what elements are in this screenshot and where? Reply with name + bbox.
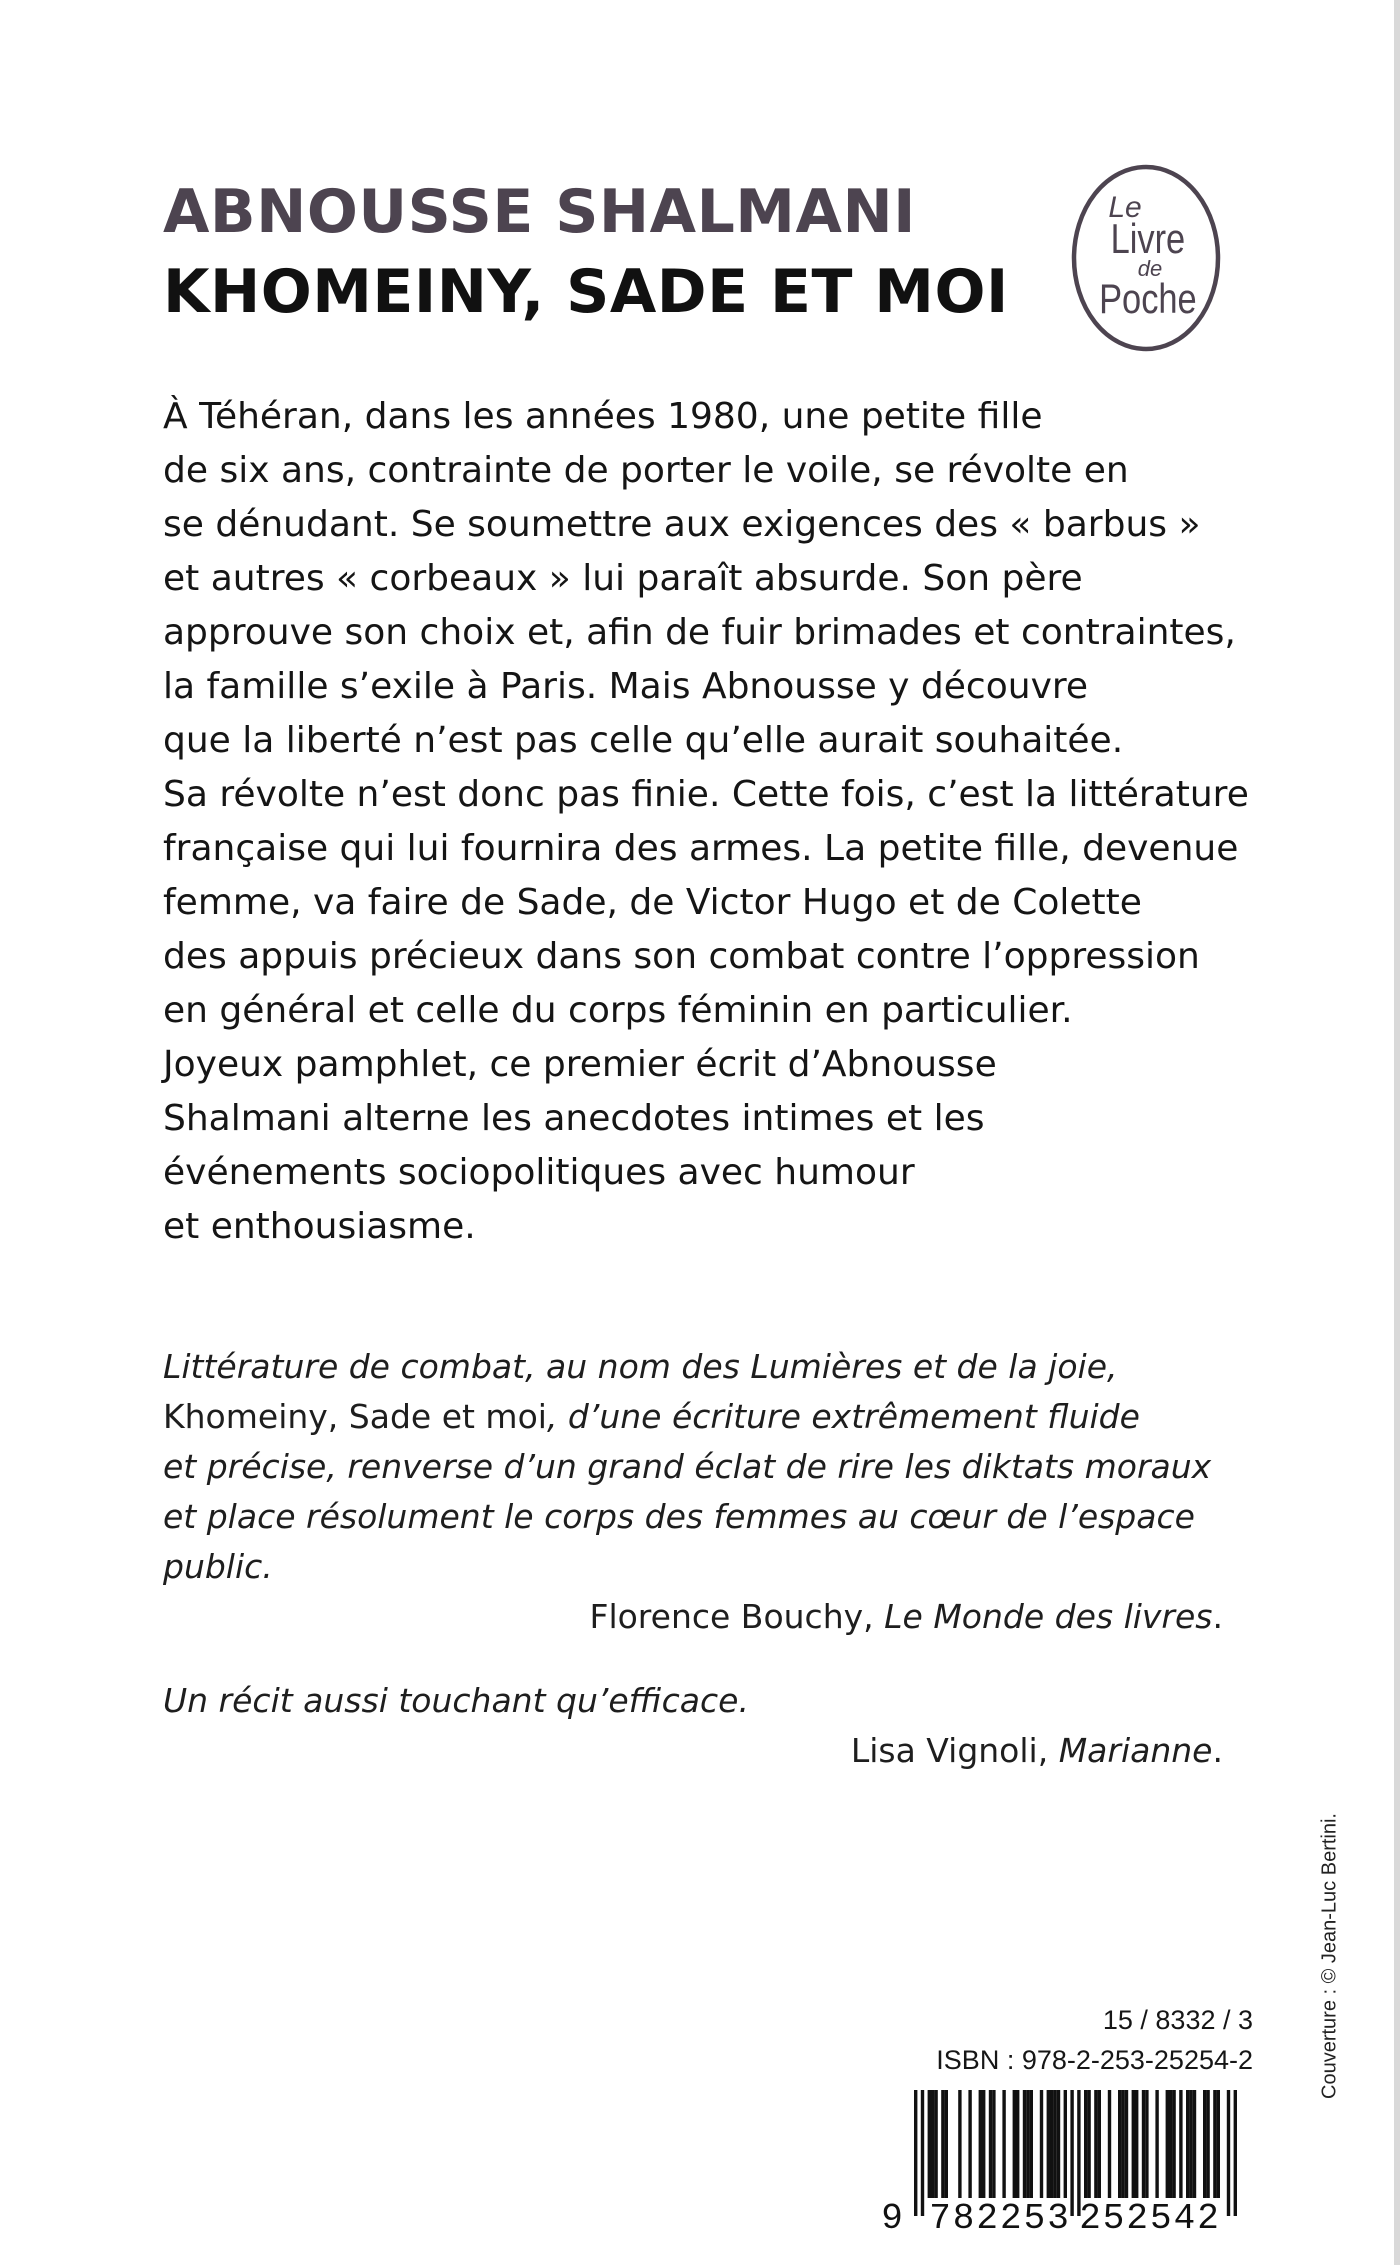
barcode-bar (1217, 2090, 1220, 2198)
barcode-bar (1118, 2090, 1121, 2198)
review-quote-line: et précise, renverse d’un grand éclat de rire les diktats moraux (163, 1447, 1212, 1486)
barcode-bar (992, 2090, 995, 2198)
barcode-bar (1064, 2090, 1067, 2198)
barcode-bar (1155, 2090, 1158, 2198)
summary-line: se dénudant. Se soumettre aux exigences des « barbus » (163, 504, 1201, 545)
summary-line: À Téhéran, dans les années 1980, une petite fille (163, 396, 1043, 437)
barcode-bar (1030, 2090, 1033, 2198)
barcode-bar (979, 2090, 982, 2198)
barcode-bar (1206, 2090, 1209, 2198)
review-source-period: . (1212, 1731, 1223, 1770)
summary-line: des appuis précieux dans son combat contre l’oppression (163, 936, 1200, 977)
barcode-bar (1193, 2090, 1196, 2198)
summary-line: que la liberté n’est pas celle qu’elle aurait souhaitée. (163, 720, 1124, 761)
barcode-bar (914, 2090, 917, 2216)
barcode-bar (1094, 2090, 1097, 2198)
summary-line: la famille s’exile à Paris. Mais Abnousse y découvre (163, 666, 1089, 707)
barcode-bar (1108, 2090, 1111, 2198)
logo-text-le: Le (1108, 191, 1142, 224)
barcode-right-digits: 252542 (1079, 2198, 1221, 2239)
review-attribution (163, 1726, 1223, 1776)
review-source: Marianne (1058, 1731, 1213, 1770)
review-attribution (163, 1592, 1223, 1642)
review-book-title: Khomeiny, Sade et moi (163, 1397, 547, 1436)
barcode-bar (1145, 2090, 1148, 2198)
author-name: ABNOUSSE SHALMANI (163, 177, 916, 247)
barcode-bar (1050, 2090, 1053, 2198)
isbn-barcode (881, 2086, 1254, 2239)
review-quote-line: Un récit aussi touchant qu’efficace. (163, 1681, 749, 1720)
barcode-bar (1234, 2090, 1237, 2216)
barcode-bar (1040, 2090, 1043, 2198)
summary-line: et enthousiasme. (163, 1206, 476, 1247)
book-summary (163, 390, 1249, 1254)
barcode-bar (1087, 2090, 1090, 2198)
review-quote-line: public. (163, 1547, 273, 1586)
summary-line: et autres « corbeaux » lui paraît absurde. Son père (163, 558, 1083, 599)
summary-line: événements sociopolitiques avec humour (163, 1152, 915, 1193)
barcode-bar (1142, 2090, 1145, 2198)
barcode-left-digits: 782253 (929, 2198, 1071, 2239)
barcode-bar (968, 2090, 971, 2198)
barcode-bar (1203, 2090, 1206, 2198)
barcode-bar (958, 2090, 961, 2198)
barcode-bar (1189, 2090, 1192, 2198)
barcode-bar (1179, 2090, 1182, 2198)
barcode-bar (1084, 2090, 1087, 2198)
catalog-code: 15 / 8332 / 3 (1102, 2005, 1253, 2035)
barcode-bar (1121, 2090, 1124, 2198)
barcode-bar (1227, 2090, 1230, 2216)
barcode-bar (1026, 2090, 1029, 2198)
summary-line: Joyeux pamphlet, ce premier écrit d’Abnousse (163, 1044, 997, 1085)
cover-photo-credit: Couverture : © Jean-Luc Bertini. (1318, 1813, 1341, 2099)
cover-credit-container (1310, 1786, 1350, 2126)
summary-line: française qui lui fournira des armes. La petite fille, devenue (163, 828, 1239, 869)
barcode-bar (1057, 2090, 1060, 2198)
barcode-bar (931, 2090, 934, 2198)
review-quote-fragment: , d’une écriture extrêmement fluide (546, 1397, 1140, 1436)
barcode-bar (1132, 2090, 1135, 2198)
barcode-bar (1053, 2090, 1056, 2198)
review-source: Le Monde des livres (884, 1597, 1213, 1636)
press-review-marianne (163, 1676, 1223, 1776)
barcode-bar (1023, 2090, 1026, 2198)
summary-line: femme, va faire de Sade, de Victor Hugo et de Colette (163, 882, 1142, 923)
barcode-bar (1166, 2090, 1169, 2198)
barcode-bar (934, 2090, 937, 2198)
barcode-bar (1098, 2090, 1101, 2198)
review-source-period: . (1212, 1597, 1223, 1636)
logo-text-poche: Poche (1099, 275, 1197, 323)
barcode-bar (1172, 2090, 1175, 2198)
barcode-bar (941, 2090, 944, 2198)
barcode-bar (982, 2090, 985, 2198)
barcode-lead-digit: 9 (881, 2198, 903, 2239)
barcode-bar (1070, 2090, 1073, 2216)
book-title: KHOMEINY, SADE ET MOI (163, 257, 1009, 327)
barcode-bar (1047, 2090, 1050, 2198)
page-edge (1394, 0, 1400, 2265)
summary-line: Shalmani alterne les anecdotes intimes et les (163, 1098, 985, 1139)
barcode-bar (1213, 2090, 1216, 2198)
review-author: Florence Bouchy, (589, 1597, 874, 1636)
livre-de-poche-logo (1070, 163, 1222, 353)
isbn-number: ISBN : 978-2-253-25254-2 (936, 2045, 1253, 2075)
barcode-bar (928, 2090, 931, 2198)
review-quote-line: Littérature de combat, au nom des Lumières et de la joie, (163, 1347, 1118, 1386)
barcode-bar (1002, 2090, 1005, 2198)
barcode-bar (1169, 2090, 1172, 2198)
catalog-info (936, 2000, 1253, 2080)
logo-text-livre: Livre (1110, 215, 1186, 263)
barcode-bar (921, 2090, 924, 2216)
barcode-bar (1016, 2090, 1019, 2198)
barcode-bar (1125, 2090, 1128, 2198)
barcode-bar (1186, 2090, 1189, 2198)
summary-line: Sa révolte n’est donc pas finie. Cette fois, c’est la littérature (163, 774, 1249, 815)
review-quote-line (163, 1392, 1223, 1442)
summary-line: en général et celle du corps féminin en particulier. (163, 990, 1073, 1031)
review-quote-line: et place résolument le corps des femmes au cœur de l’espace (163, 1497, 1195, 1536)
barcode-bar (1135, 2090, 1138, 2198)
press-review-le-monde (163, 1342, 1223, 1642)
review-author: Lisa Vignoli, (850, 1731, 1049, 1770)
summary-line: de six ans, contrainte de porter le voile, se révolte en (163, 450, 1129, 491)
logo-text-de: de (1137, 256, 1163, 281)
barcode-bar (1013, 2090, 1016, 2198)
summary-line: approuve son choix et, afin de fuir brimades et contraintes, (163, 612, 1236, 653)
barcode-bar (989, 2090, 992, 2198)
barcode-bar (945, 2090, 948, 2198)
